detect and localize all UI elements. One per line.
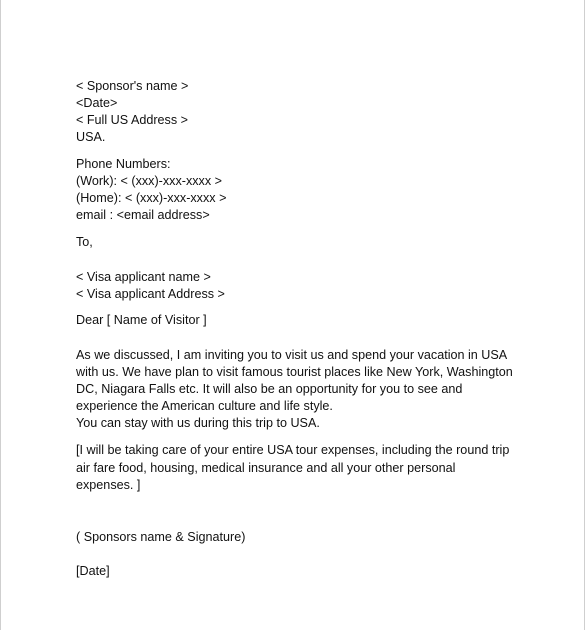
body-paragraph-1-line: As we discussed, I am inviting you to visit us and spend your vacation in USA — [76, 348, 508, 362]
home-phone: (Home): < (xxx)-xxx-xxxx > — [76, 191, 227, 205]
date-placeholder: <Date> — [76, 96, 118, 110]
body-paragraph-2-line: air fare food, housing, medical insurance and all your other personal — [76, 461, 456, 475]
applicant-address: < Visa applicant Address > — [76, 287, 225, 301]
body-paragraph-2-line: expenses. ] — [76, 478, 141, 492]
work-phone: (Work): < (xxx)-xxx-xxxx > — [76, 174, 222, 188]
body-paragraph-1-line: experience the American culture and life style. — [76, 399, 333, 413]
signature-line: ( Sponsors name & Signature) — [76, 530, 246, 544]
applicant-name: < Visa applicant name > — [76, 270, 211, 284]
salutation: Dear [ Name of Visitor ] — [76, 313, 207, 327]
closing-date: [Date] — [76, 564, 110, 578]
sponsor-country: USA. — [76, 130, 106, 144]
sponsor-name: < Sponsor's name > — [76, 79, 189, 93]
body-paragraph-1-line: You can stay with us during this trip to USA. — [76, 416, 320, 430]
email-line: email : <email address> — [76, 208, 210, 222]
phone-heading: Phone Numbers: — [76, 157, 171, 171]
body-paragraph-1-line: DC, Niagara Falls etc. It will also be an opportunity for you to see and — [76, 382, 463, 396]
to-line: To, — [76, 235, 93, 249]
body-paragraph-1-line: with us. We have plan to visit famous tourist places like New York, Washington — [76, 365, 513, 379]
sponsor-address: < Full US Address > — [76, 113, 188, 127]
body-paragraph-2-line: [I will be taking care of your entire USA tour expenses, including the round trip — [76, 443, 510, 457]
